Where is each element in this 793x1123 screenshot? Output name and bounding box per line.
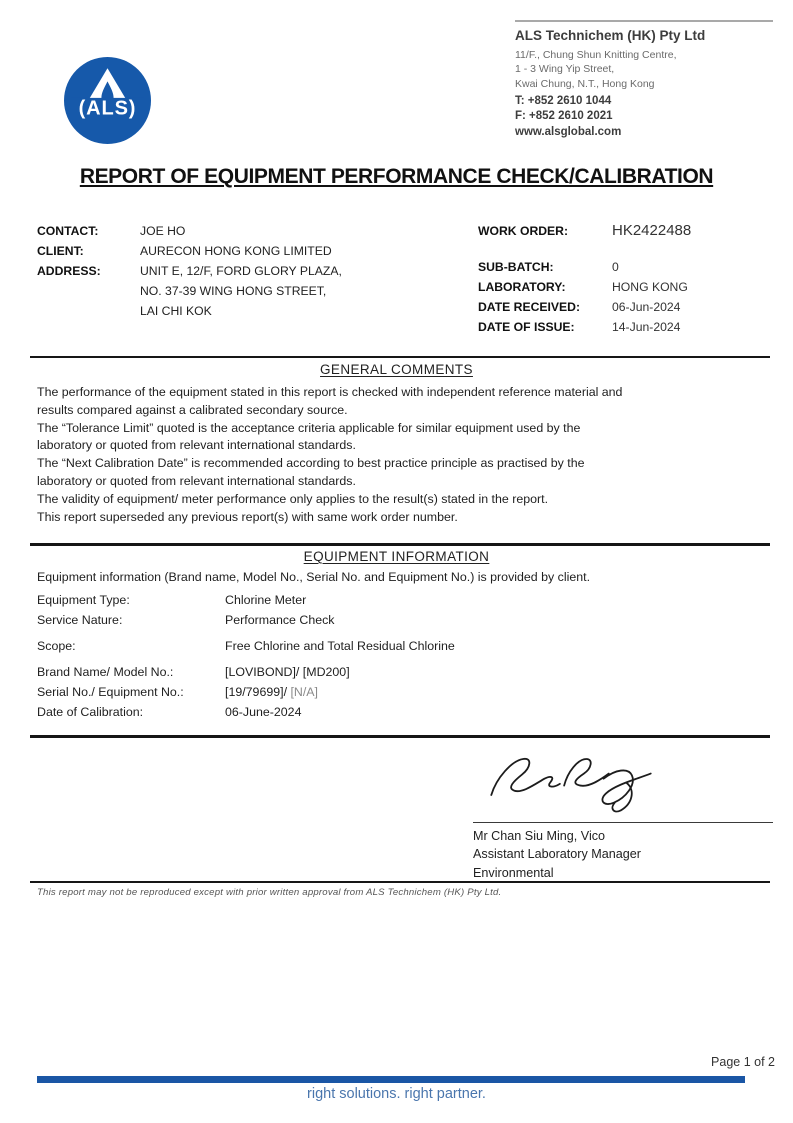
company-website: www.alsglobal.com: [515, 125, 622, 138]
contact-row: [37, 221, 342, 241]
work-order-value: HK2422488: [612, 222, 692, 239]
general-comments-text: [37, 384, 767, 526]
work-order-row: [478, 221, 691, 241]
scope-row: Scope: Free Chlorine and Total Residual Chlorine: [37, 639, 455, 653]
sub-batch-label: SUB-BATCH:: [478, 260, 554, 274]
company-address-line: 1 - 3 Wing Yip Street,: [515, 63, 615, 76]
sub-batch-row: [478, 257, 691, 277]
reproduction-disclaimer: This report may not be reproduced except with prior written approval from ALS Technichem (HK) Pty Ltd.: [37, 887, 502, 898]
address-row: [37, 261, 342, 281]
address-row: [37, 301, 342, 321]
equipment-information: [37, 568, 767, 722]
page-title: REPORT OF EQUIPMENT PERFORMANCE CHECK/CALIBRATION: [79, 165, 714, 188]
address-row: [37, 281, 342, 301]
date-received-row: [478, 297, 691, 317]
comment-line: laboratory or quoted from relevant international standards.: [37, 473, 356, 488]
laboratory-value: HONG KONG: [612, 280, 688, 294]
comment-line: The validity of equipment/ meter performance only applies to the result(s) stated in the report.: [37, 491, 549, 506]
date-of-issue-label: DATE OF ISSUE:: [478, 320, 575, 334]
company-fax: F: +852 2610 2021: [515, 110, 613, 123]
laboratory-row: [478, 277, 691, 297]
client-info: [37, 221, 342, 321]
date-of-issue-row: [478, 317, 691, 337]
footer-bar: [37, 1076, 745, 1083]
date-of-calibration-row: Date of Calibration: 06-June-2024: [37, 705, 302, 719]
service-nature-row: Service Nature: Performance Check: [37, 613, 335, 627]
comment-line: The “Tolerance Limit” quoted is the acceptance criteria applicable for similar equipment used by the: [37, 420, 581, 435]
client-value: AURECON HONG KONG LIMITED: [140, 244, 332, 258]
signature-block: [473, 746, 775, 882]
company-address-line: Kwai Chung, N.T., Hong Kong: [515, 77, 655, 90]
page-number: Page 1 of 2: [711, 1055, 775, 1069]
address-value-line: NO. 37-39 WING HONG STREET,: [140, 284, 327, 298]
signatory-details: [473, 827, 775, 882]
signatory-department: Environmental: [473, 865, 554, 880]
comment-line: The “Next Calibration Date” is recommended according to best practice principle as practised by the: [37, 456, 585, 471]
company-name: ALS Technichem (HK) Pty Ltd: [515, 28, 706, 43]
company-header: [515, 20, 773, 140]
als-logo-icon: [64, 57, 151, 144]
date-received-value: 06-Jun-2024: [612, 300, 681, 314]
company-address-line: 11/F., Chung Shun Knitting Centre,: [515, 49, 677, 61]
client-label: CLIENT:: [37, 244, 84, 258]
brand-model-row: Brand Name/ Model No.: [LOVIBOND]/ [MD200]: [37, 665, 350, 679]
company-telephone: T: +852 2610 1044: [515, 94, 612, 107]
serial-equipment-row: Serial No./ Equipment No.: [19/79699]/ [N/A]: [37, 685, 318, 699]
equipment-info-intro: Equipment information (Brand name, Model No., Serial No. and Equipment No.) is provided by client.: [37, 570, 591, 584]
handwritten-signature: [481, 746, 661, 820]
comment-line: laboratory or quoted from relevant international standards.: [37, 438, 356, 453]
als-logo-text: (ALS): [78, 97, 137, 120]
equipment-information-heading: EQUIPMENT INFORMATION: [303, 549, 490, 564]
section-divider: [30, 735, 770, 738]
comment-line: The performance of the equipment stated in this report is checked with independent reference material and: [37, 385, 623, 399]
section-divider: [30, 881, 770, 883]
date-of-issue-value: 14-Jun-2024: [612, 320, 681, 334]
contact-value: JOE HO: [140, 224, 186, 238]
address-value-line: LAI CHI KOK: [140, 304, 212, 318]
laboratory-label: LABORATORY:: [478, 280, 566, 294]
contact-label: CONTACT:: [37, 224, 99, 238]
footer-tagline: right solutions. right partner.: [307, 1086, 486, 1102]
order-info: [478, 221, 691, 337]
signatory-title: Assistant Laboratory Manager: [473, 847, 642, 862]
sub-batch-value: 0: [612, 260, 619, 274]
equipment-type-row: Equipment Type: Chlorine Meter: [37, 593, 307, 607]
client-row: [37, 241, 342, 261]
section-divider: [30, 356, 770, 358]
signature-line: [473, 822, 773, 823]
comment-line: results compared against a calibrated secondary source.: [37, 402, 348, 417]
section-divider: [30, 543, 770, 546]
address-value-line: UNIT E, 12/F, FORD GLORY PLAZA,: [140, 264, 342, 278]
signatory-name: Mr Chan Siu Ming, Vico: [473, 829, 606, 843]
date-received-label: DATE RECEIVED:: [478, 300, 581, 314]
general-comments-heading: GENERAL COMMENTS: [320, 362, 473, 377]
comment-line: This report superseded any previous report(s) with same work order number.: [37, 509, 458, 524]
address-label: ADDRESS:: [37, 264, 101, 278]
work-order-label: WORK ORDER:: [478, 224, 569, 238]
